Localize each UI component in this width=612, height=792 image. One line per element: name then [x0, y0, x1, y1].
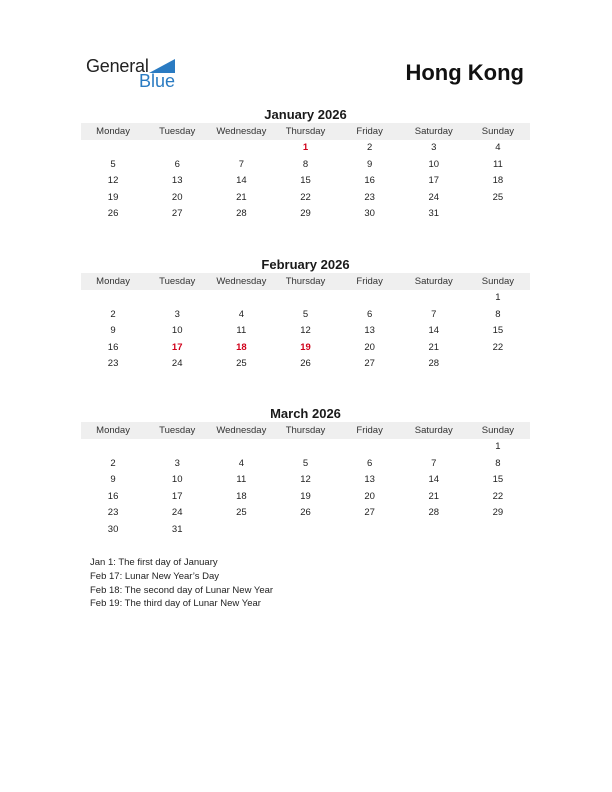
day-cell: 19 [300, 341, 311, 353]
day-cell: 31 [428, 208, 440, 220]
day-cell: 10 [428, 158, 440, 170]
month-title: January 2026 [264, 107, 347, 122]
week-row [81, 307, 530, 324]
day-cell: 5 [302, 457, 309, 469]
day-cell: 3 [174, 457, 180, 469]
day-cell [273, 522, 337, 539]
day-cell: 30 [107, 523, 119, 535]
weekday-label: Tuesday [159, 425, 196, 436]
day-cell [402, 439, 466, 456]
day-cell: 29 [492, 507, 504, 519]
weekday-label: Wednesday [216, 126, 267, 137]
day-cell: 14 [236, 175, 247, 187]
day-cell [466, 206, 530, 223]
weekday-label: Monday [96, 425, 130, 436]
weekday-label: Wednesday [216, 425, 267, 436]
day-cell: 25 [236, 507, 247, 519]
day-cell: 23 [364, 191, 375, 203]
day-cell: 19 [300, 490, 311, 502]
day-cell: 19 [107, 191, 119, 203]
day-cell: 4 [238, 308, 244, 320]
month-title: February 2026 [261, 257, 350, 272]
day-cell [338, 290, 402, 307]
day-cell: 12 [107, 175, 119, 187]
day-cell [145, 140, 209, 157]
day-cell: 16 [107, 490, 119, 502]
day-cell: 6 [366, 457, 373, 469]
holiday-note: Feb 18: The second day of Lunar New Year [90, 584, 274, 596]
week-row [81, 356, 530, 373]
day-cell: 5 [110, 158, 116, 170]
day-cell: 13 [364, 325, 375, 337]
day-cell: 25 [236, 358, 247, 370]
week-row [81, 505, 530, 522]
day-cell: 11 [236, 474, 247, 486]
day-cell: 28 [428, 507, 440, 519]
day-cell: 5 [302, 308, 309, 320]
day-cell: 21 [428, 490, 440, 502]
day-cell: 14 [428, 325, 440, 337]
day-cell: 27 [171, 208, 183, 220]
day-cell: 18 [236, 490, 247, 502]
day-cell: 7 [431, 457, 437, 469]
logo-text-blue: Blue [139, 71, 176, 91]
day-cell: 17 [171, 341, 183, 353]
day-cell [402, 522, 466, 539]
weekday-header-row [81, 123, 530, 140]
weekday-label: Friday [356, 425, 383, 436]
day-cell: 21 [428, 341, 440, 353]
day-cell: 21 [236, 191, 247, 203]
day-cell: 26 [300, 507, 311, 519]
day-cell: 3 [174, 308, 180, 320]
day-cell: 2 [366, 142, 373, 153]
day-cell: 16 [107, 341, 119, 353]
weekday-label: Thursday [285, 276, 326, 287]
week-row [81, 522, 530, 539]
day-cell: 11 [492, 158, 503, 170]
weekday-label: Sunday [481, 126, 515, 137]
weekday-label: Tuesday [159, 276, 196, 287]
day-cell: 1 [495, 441, 501, 452]
holiday-note: Feb 19: The third day of Lunar New Year [90, 598, 261, 610]
day-cell: 8 [495, 308, 501, 320]
day-cell: 14 [428, 474, 440, 486]
day-cell: 23 [107, 358, 119, 370]
week-row [81, 323, 530, 340]
day-cell: 28 [236, 208, 247, 220]
day-cell [145, 290, 209, 307]
day-cell: 20 [364, 490, 375, 502]
weekday-label: Friday [356, 126, 383, 137]
day-cell: 10 [171, 474, 183, 486]
holiday-notes [90, 556, 273, 611]
day-cell: 15 [300, 175, 311, 187]
day-cell: 6 [366, 308, 373, 320]
week-row [81, 489, 530, 506]
weekday-label: Sunday [481, 425, 515, 436]
day-cell: 26 [107, 208, 119, 220]
week-row [81, 173, 530, 190]
day-cell: 1 [495, 292, 501, 303]
day-cell [273, 290, 337, 307]
week-row [81, 456, 530, 473]
day-cell: 13 [364, 474, 375, 486]
weekday-label: Wednesday [216, 276, 267, 287]
day-cell: 18 [236, 341, 247, 353]
day-cell [338, 439, 402, 456]
holiday-note: Feb 17: Lunar New Year’s Day [90, 570, 220, 582]
day-cell: 22 [492, 490, 504, 502]
country-title: Hong Kong [405, 60, 524, 85]
day-cell: 17 [428, 175, 440, 187]
day-cell [273, 439, 337, 456]
day-cell [209, 290, 273, 307]
month-calendar [81, 405, 530, 539]
day-cell: 30 [364, 208, 375, 220]
day-cell: 10 [171, 325, 183, 337]
day-cell: 8 [495, 457, 501, 469]
day-cell [466, 522, 530, 539]
weekday-label: Tuesday [159, 126, 196, 137]
week-row [81, 439, 530, 456]
day-cell: 29 [300, 208, 311, 220]
week-row [81, 140, 530, 157]
day-cell: 8 [302, 158, 309, 170]
day-cell: 31 [171, 523, 183, 535]
weekday-label: Monday [96, 126, 130, 137]
month-calendar [81, 256, 530, 373]
day-cell [209, 439, 273, 456]
day-cell: 26 [300, 358, 311, 370]
weekday-label: Thursday [285, 126, 326, 137]
day-cell: 20 [171, 191, 183, 203]
weekday-label: Sunday [481, 276, 515, 287]
day-cell: 2 [110, 308, 116, 320]
day-cell [81, 439, 145, 456]
day-cell: 12 [300, 474, 311, 486]
day-cell: 1 [302, 142, 309, 153]
day-cell [209, 522, 273, 539]
day-cell: 7 [238, 158, 244, 170]
month-title: March 2026 [270, 406, 341, 421]
holiday-note: Jan 1: The first day of January [90, 557, 218, 568]
day-cell [81, 290, 145, 307]
day-cell: 6 [174, 158, 180, 170]
day-cell: 23 [107, 507, 119, 519]
week-row [81, 472, 530, 489]
weekday-label: Friday [356, 276, 383, 287]
day-cell: 4 [495, 142, 501, 153]
day-cell: 7 [431, 308, 437, 320]
day-cell: 9 [110, 325, 116, 337]
day-cell [209, 140, 273, 157]
weekday-header-row [81, 422, 530, 439]
weekday-label: Saturday [414, 276, 453, 287]
day-cell: 12 [300, 325, 311, 337]
day-cell [81, 140, 145, 157]
day-cell: 27 [364, 507, 375, 519]
day-cell: 24 [171, 358, 183, 370]
day-cell: 17 [171, 490, 183, 502]
day-cell: 20 [364, 341, 375, 353]
week-row [81, 290, 530, 307]
weekday-header-row [81, 273, 530, 290]
day-cell [402, 290, 466, 307]
weekday-label: Saturday [414, 126, 453, 137]
day-cell: 25 [492, 191, 504, 203]
logo-text-general: General [86, 56, 149, 76]
week-row [81, 340, 530, 357]
week-row [81, 190, 530, 207]
day-cell: 24 [428, 191, 440, 203]
day-cell: 13 [171, 175, 183, 187]
day-cell [145, 439, 209, 456]
weekday-label: Thursday [285, 425, 326, 436]
day-cell: 3 [431, 142, 437, 153]
day-cell: 22 [300, 191, 311, 203]
weekday-label: Saturday [414, 425, 453, 436]
weekday-label: Monday [96, 276, 130, 287]
week-row [81, 206, 530, 223]
month-calendar [81, 106, 530, 223]
day-cell: 15 [492, 474, 504, 486]
day-cell: 15 [492, 325, 504, 337]
day-cell: 24 [171, 507, 183, 519]
day-cell [466, 356, 530, 373]
day-cell: 9 [366, 158, 373, 170]
day-cell: 4 [238, 457, 244, 469]
week-row [81, 157, 530, 174]
day-cell: 11 [236, 325, 247, 337]
day-cell [338, 522, 402, 539]
day-cell: 18 [492, 175, 504, 187]
day-cell: 22 [492, 341, 504, 353]
day-cell: 16 [364, 175, 375, 187]
generalblue-logo [86, 56, 186, 92]
day-cell: 27 [364, 358, 375, 370]
day-cell: 9 [110, 474, 116, 486]
day-cell: 28 [428, 358, 440, 370]
day-cell: 2 [110, 457, 116, 469]
